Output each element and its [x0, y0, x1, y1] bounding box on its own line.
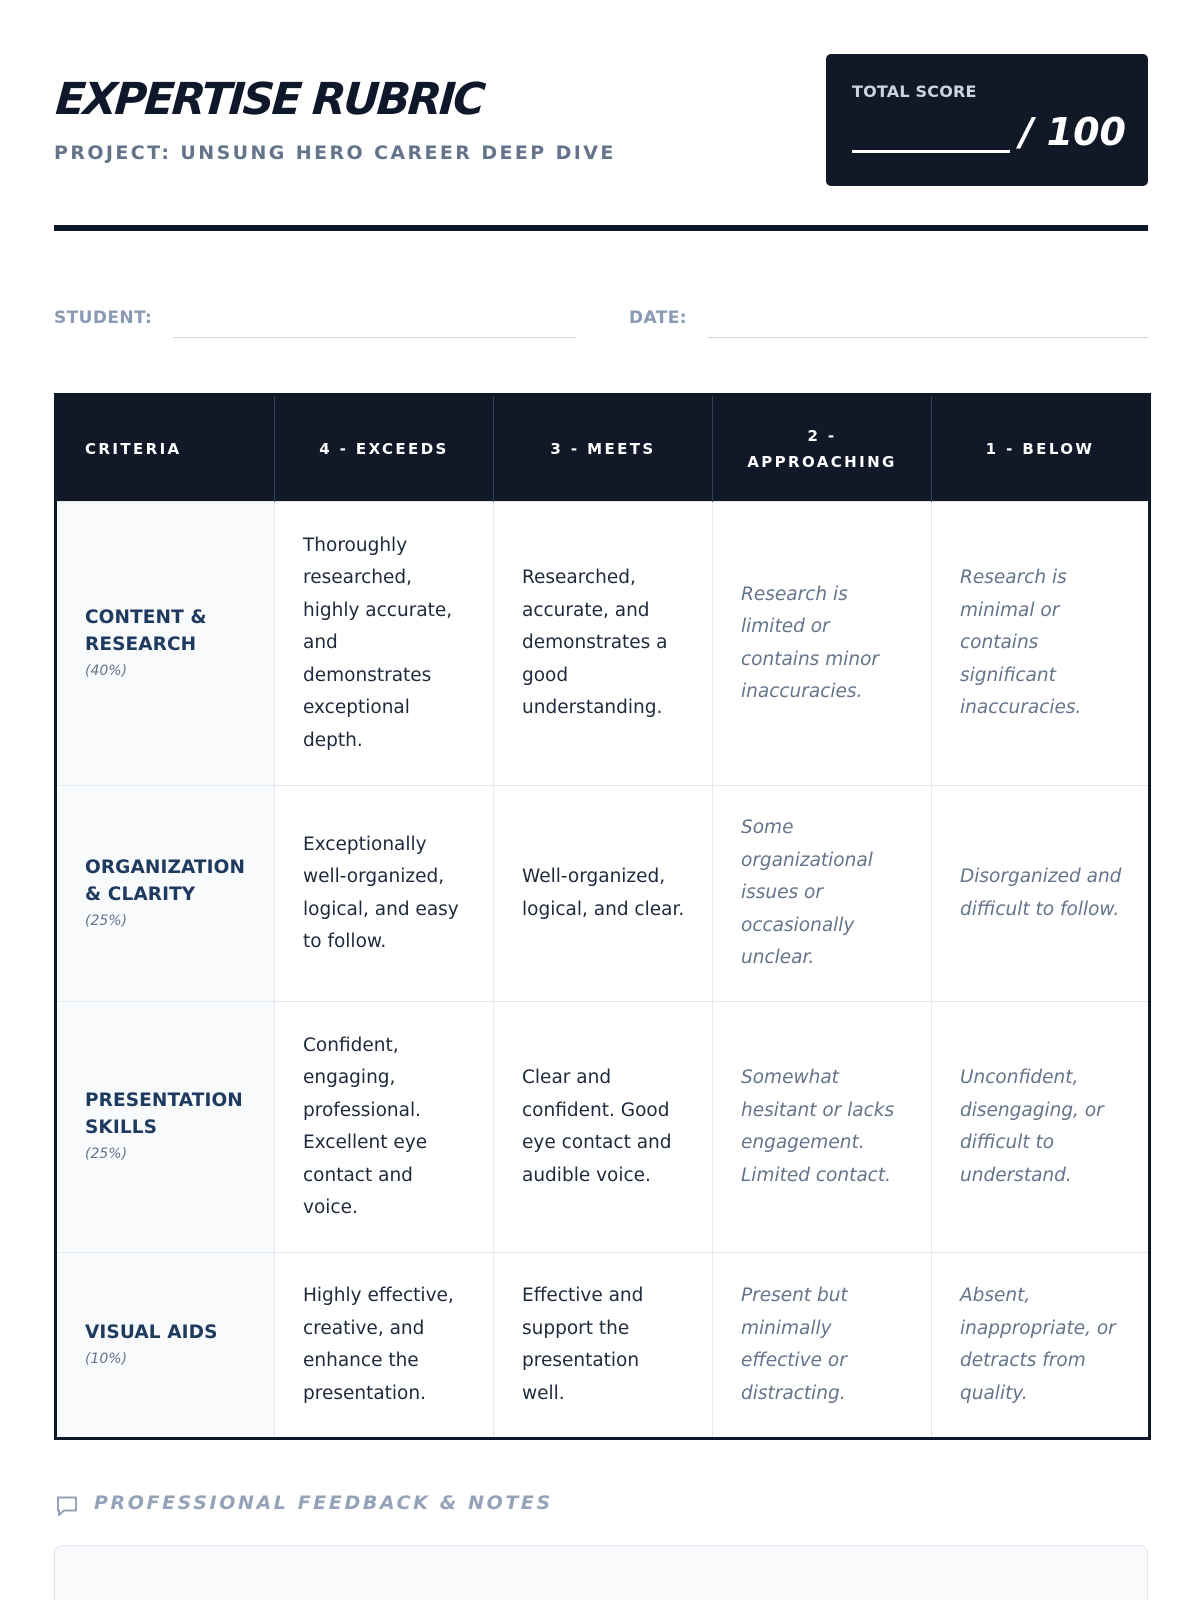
table-row [56, 502, 1150, 786]
below-cell: Disorganized and difficult to follow. [932, 786, 1150, 1002]
approaching-cell: Somewhat hesitant or lacks engagement. Limited contact. [713, 1002, 932, 1253]
criterion-cell [56, 1002, 275, 1253]
exceeds-cell: Confident, engaging, professional. Excellent eye contact and voice. [275, 1002, 494, 1253]
page-subtitle: PROJECT: UNSUNG HERO CAREER DEEP DIVE [54, 142, 616, 164]
meets-cell: Well-organized, logical, and clear. [494, 786, 713, 1002]
criterion-name: VISUAL AIDS [85, 1321, 218, 1343]
rubric-table [54, 393, 1151, 1440]
below-cell: Absent, inappropriate, or detracts from quality. [932, 1253, 1150, 1439]
exceeds-cell: Highly effective, creative, and enhance the presentation. [275, 1253, 494, 1439]
date-label: DATE: [629, 308, 687, 328]
table-header-row [56, 395, 1150, 502]
criterion-cell [56, 786, 275, 1002]
criterion-name: CONTENT & RESEARCH [85, 606, 207, 655]
table-row [56, 1002, 1150, 1253]
approaching-cell: Present but minimally effective or distracting. [713, 1253, 932, 1439]
below-cell: Research is minimal or contains significant inaccuracies. [932, 502, 1150, 786]
total-score-label: TOTAL SCORE [852, 82, 977, 101]
table-row [56, 1253, 1150, 1439]
header-approaching: 2 - APPROACHING [713, 395, 932, 502]
criterion-cell [56, 502, 275, 786]
criterion-name: ORGANIZATION & CLARITY [85, 856, 246, 905]
approaching-cell: Research is limited or contains minor inaccuracies. [713, 502, 932, 786]
feedback-notes-area[interactable] [54, 1545, 1148, 1600]
exceeds-cell: Thoroughly researched, highly accurate, and demonstrates exceptional depth. [275, 502, 494, 786]
below-cell: Unconfident, disengaging, or difficult to understand. [932, 1002, 1150, 1253]
page-title: EXPERTISE RUBRIC [54, 74, 485, 125]
criterion-weight: (10%) [85, 1350, 128, 1367]
table-row [56, 786, 1150, 1002]
feedback-title: PROFESSIONAL FEEDBACK & NOTES [94, 1492, 553, 1514]
criterion-name: PRESENTATION SKILLS [85, 1090, 243, 1138]
header-meets: 3 - MEETS [494, 395, 713, 502]
header-exceeds: 4 - EXCEEDS [275, 395, 494, 502]
criterion-weight: (25%) [85, 912, 128, 929]
student-label: STUDENT: [54, 308, 153, 328]
total-score-blank[interactable] [852, 150, 1010, 153]
exceeds-cell: Exceptionally well-organized, logical, and easy to follow. [275, 786, 494, 1002]
meets-cell: Effective and support the presentation well. [494, 1253, 713, 1439]
approaching-cell: Some organizational issues or occasionally unclear. [713, 786, 932, 1002]
criterion-cell [56, 1253, 275, 1439]
student-field[interactable] [173, 337, 576, 338]
criterion-weight: (40%) [85, 662, 128, 679]
meets-cell: Researched, accurate, and demonstrates a good understanding. [494, 502, 713, 786]
header-criteria: CRITERIA [56, 395, 275, 502]
total-score-box [826, 54, 1148, 186]
comment-icon [55, 1494, 79, 1518]
date-field[interactable] [708, 337, 1148, 338]
meets-cell: Clear and confident. Good eye contact and audible voice. [494, 1002, 713, 1253]
header-below: 1 - BELOW [932, 395, 1150, 502]
header-divider [54, 225, 1148, 231]
criterion-weight: (25%) [85, 1146, 128, 1162]
total-score-max: / 100 [1019, 110, 1126, 154]
